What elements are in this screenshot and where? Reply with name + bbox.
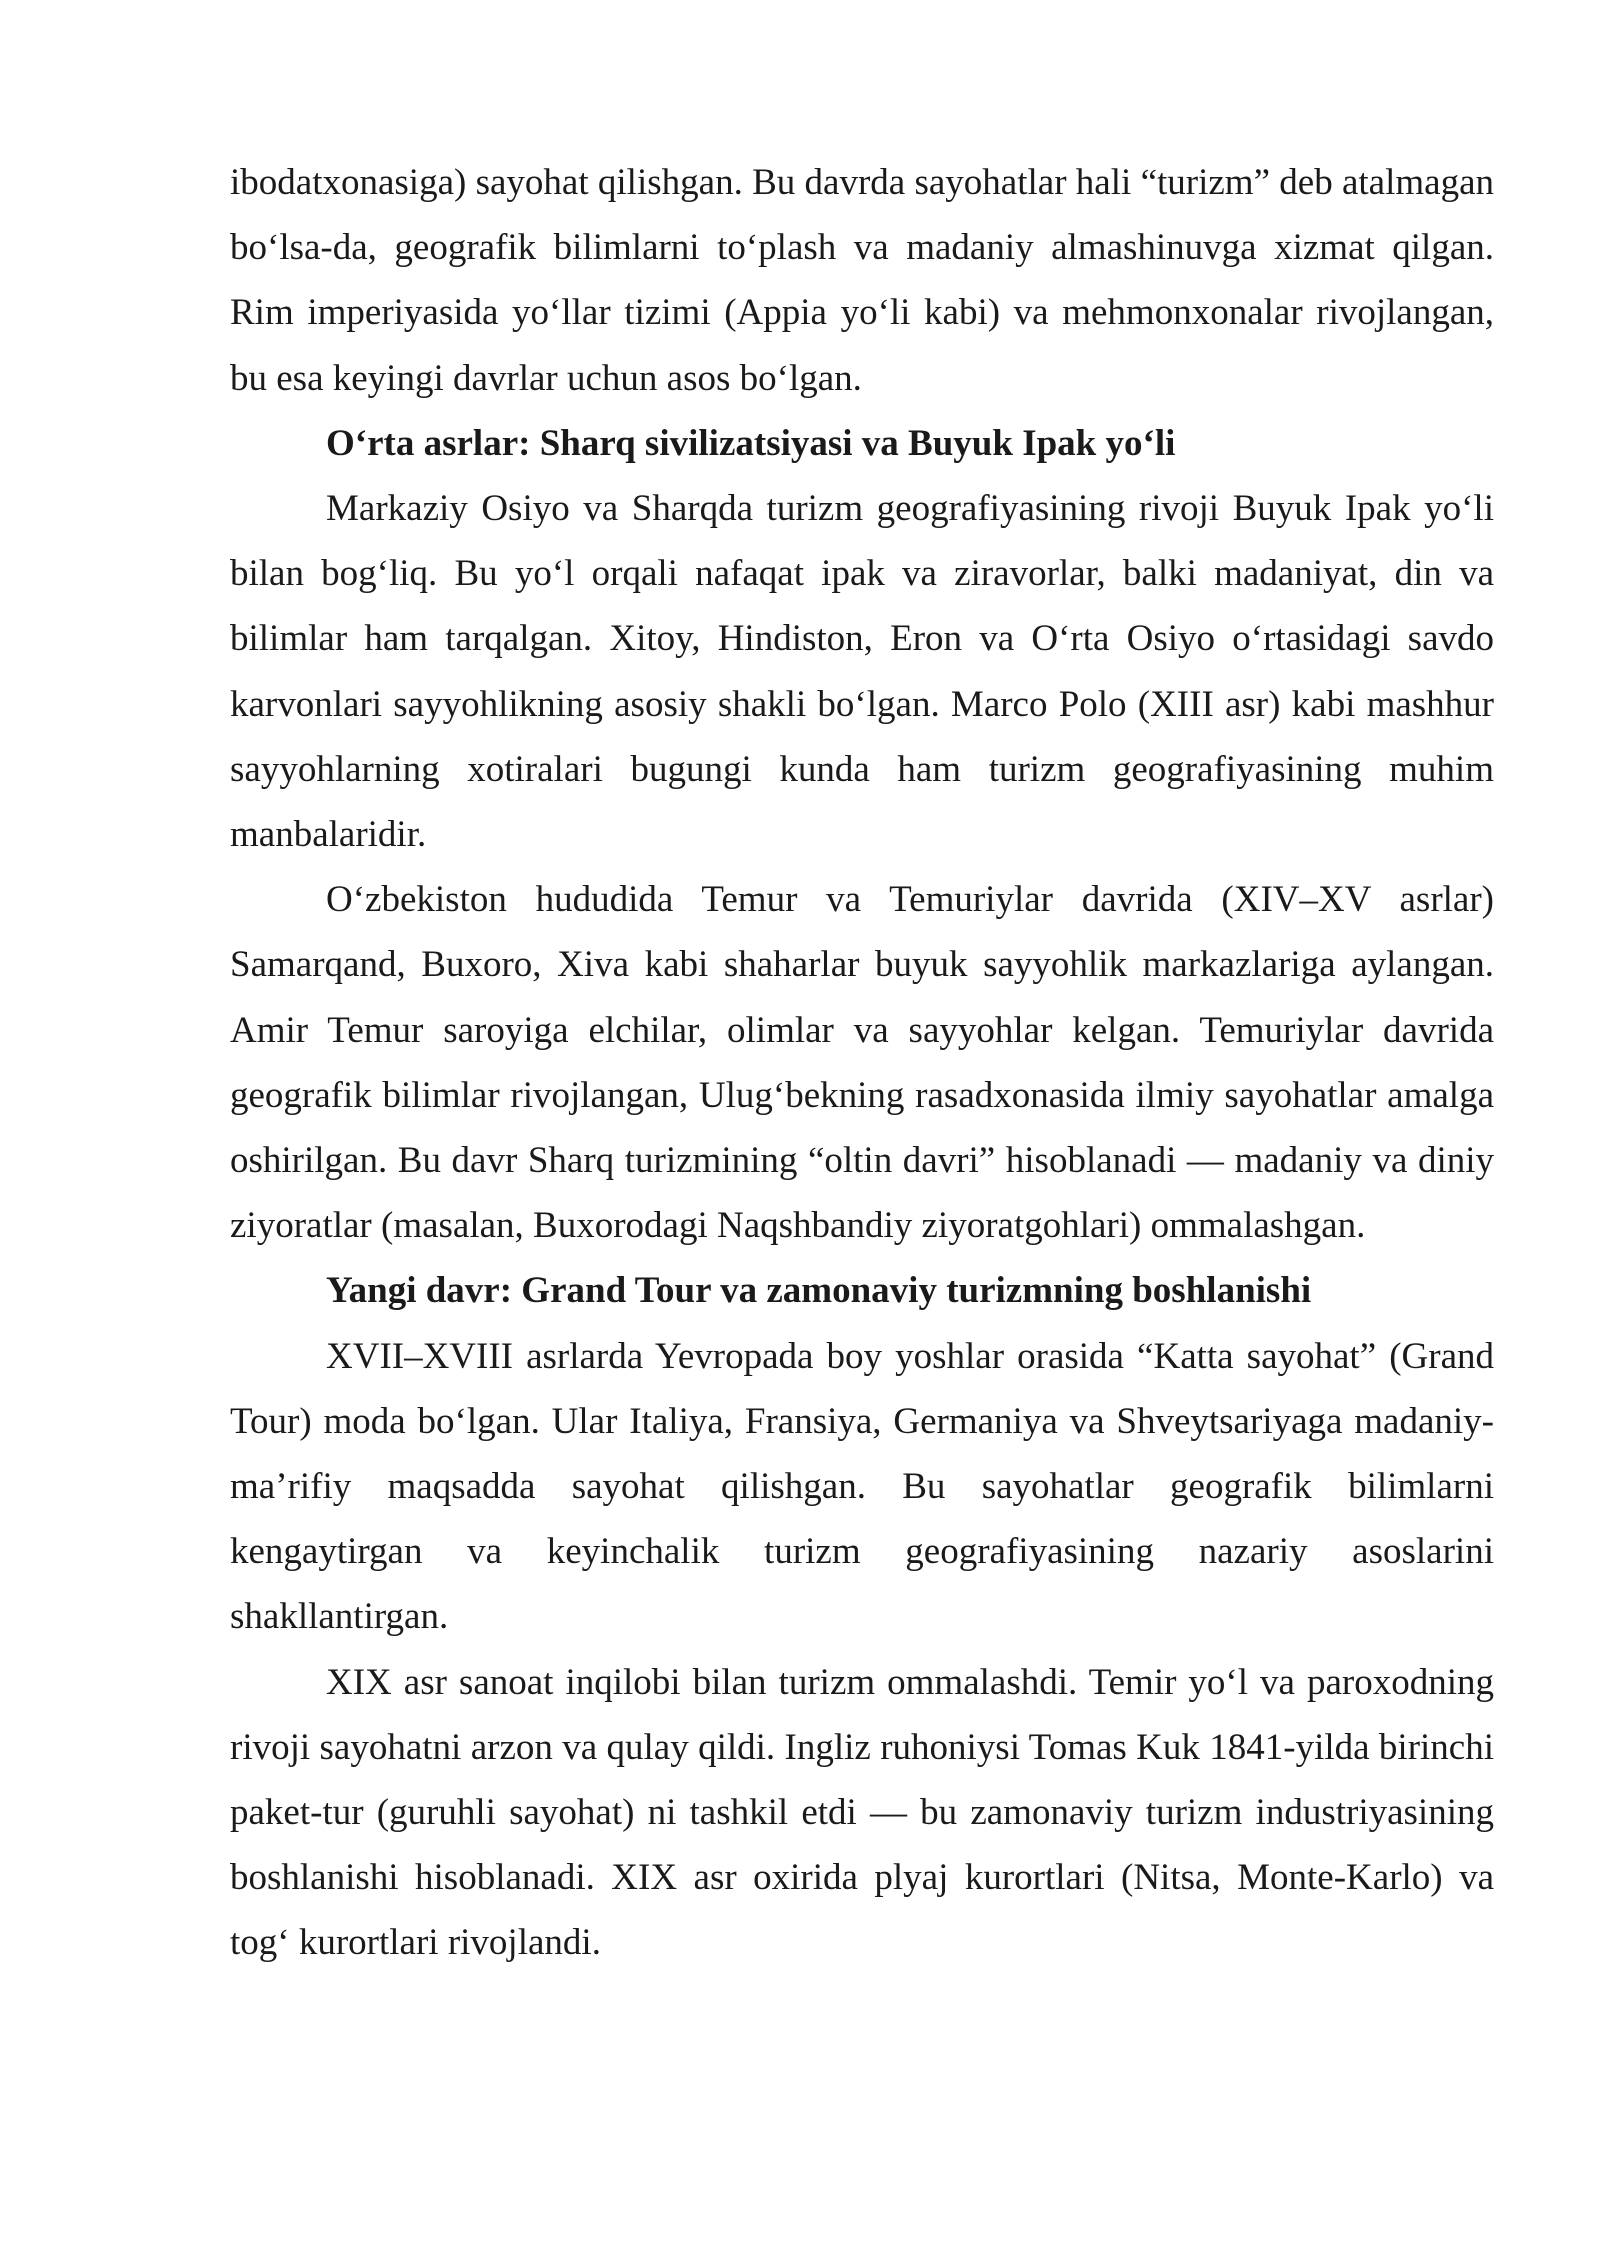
paragraph-grand-tour: XVII–XVIII asrlarda Yevropada boy yoshlar orasida “Katta sayohat” (Grand Tour) moda bo‘lgan. Ular Italiya, Fransiya, Germaniya va Shveytsariyaga madaniy-ma’rifiy maqsadda sayohat qilishgan. Bu sayohatlar geografik bilimlarni kengaytirgan va keyinchalik turizm geografiyasining nazariy asoslarini shakllantirgan. <box>230 1335 1494 1638</box>
section-heading-grand-tour: Yangi davr: Grand Tour va zamonaviy turizmning boshlanishi <box>326 1270 1312 1312</box>
document-page <box>230 150 1494 1976</box>
section-heading-middle-ages: O‘rta asrlar: Sharq sivilizatsiyasi va Buyuk Ipak yo‘li <box>326 422 1176 464</box>
paragraph-silk-road: Markaziy Osiyo va Sharqda turizm geografiyasining rivoji Buyuk Ipak yo‘li bilan bog‘liq. Bu yo‘l orqali nafaqat ipak va ziravorlar, balki madaniyat, din va bilimlar ham tarqalgan. Xitoy, Hindiston, Eron va O‘rta Osiyo o‘rtasidagi savdo karvonlari sayyohlikning asosiy shakli bo‘lgan. Marco Polo (XIII asr) kabi mashhur sayyohlarning xotiralari bugungi kunda ham turizm geografiyasining muhim manbalaridir. <box>230 488 1494 856</box>
paragraph-timurid-era: O‘zbekiston hududida Temur va Temuriylar davrida (XIV–XV asrlar) Samarqand, Buxoro, Xiva kabi shaharlar buyuk sayyohlik markazlariga aylangan. Amir Temur saroyiga elchilar, olimlar va sayyohlar kelgan. Temuriylar davrida geografik bilimlar rivojlangan, Ulug‘bekning rasadxonasida ilmiy sayohatlar amalga oshirilgan. Bu davr Sharq turizmining “oltin davri” hisoblanadi — madaniy va diniy ziyoratlar (masalan, Buxorodagi Naqshbandiy ziyoratgohlari) ommalashgan. <box>230 879 1494 1247</box>
paragraph-continued-ancient-travel: ibodatxonasiga) sayohat qilishgan. Bu davrda sayohatlar hali “turizm” deb atalmagan bo‘lsa-da, geografik bilimlarni to‘plash va madaniy almashinuvga xizmat qilgan. Rim imperiyasida yo‘llar tizimi (Appia yo‘li kabi) va mehmonxonalar rivojlangan, bu esa keyingi davrlar uchun asos bo‘lgan. <box>230 162 1494 399</box>
paragraph-industrial-revolution: XIX asr sanoat inqilobi bilan turizm ommalashdi. Temir yo‘l va paroxodning rivoji sayohatni arzon va qulay qildi. Ingliz ruhoniysi Tomas Kuk 1841-yilda birinchi paket-tur (guruhli sayohat) ni tashkil etdi — bu zamonaviy turizm industriyasining boshlanishi hisoblanadi. XIX asr oxirida plyaj kurortlari (Nitsa, Monte-Karlo) va tog‘ kurortlari rivojlandi. <box>230 1661 1494 1964</box>
